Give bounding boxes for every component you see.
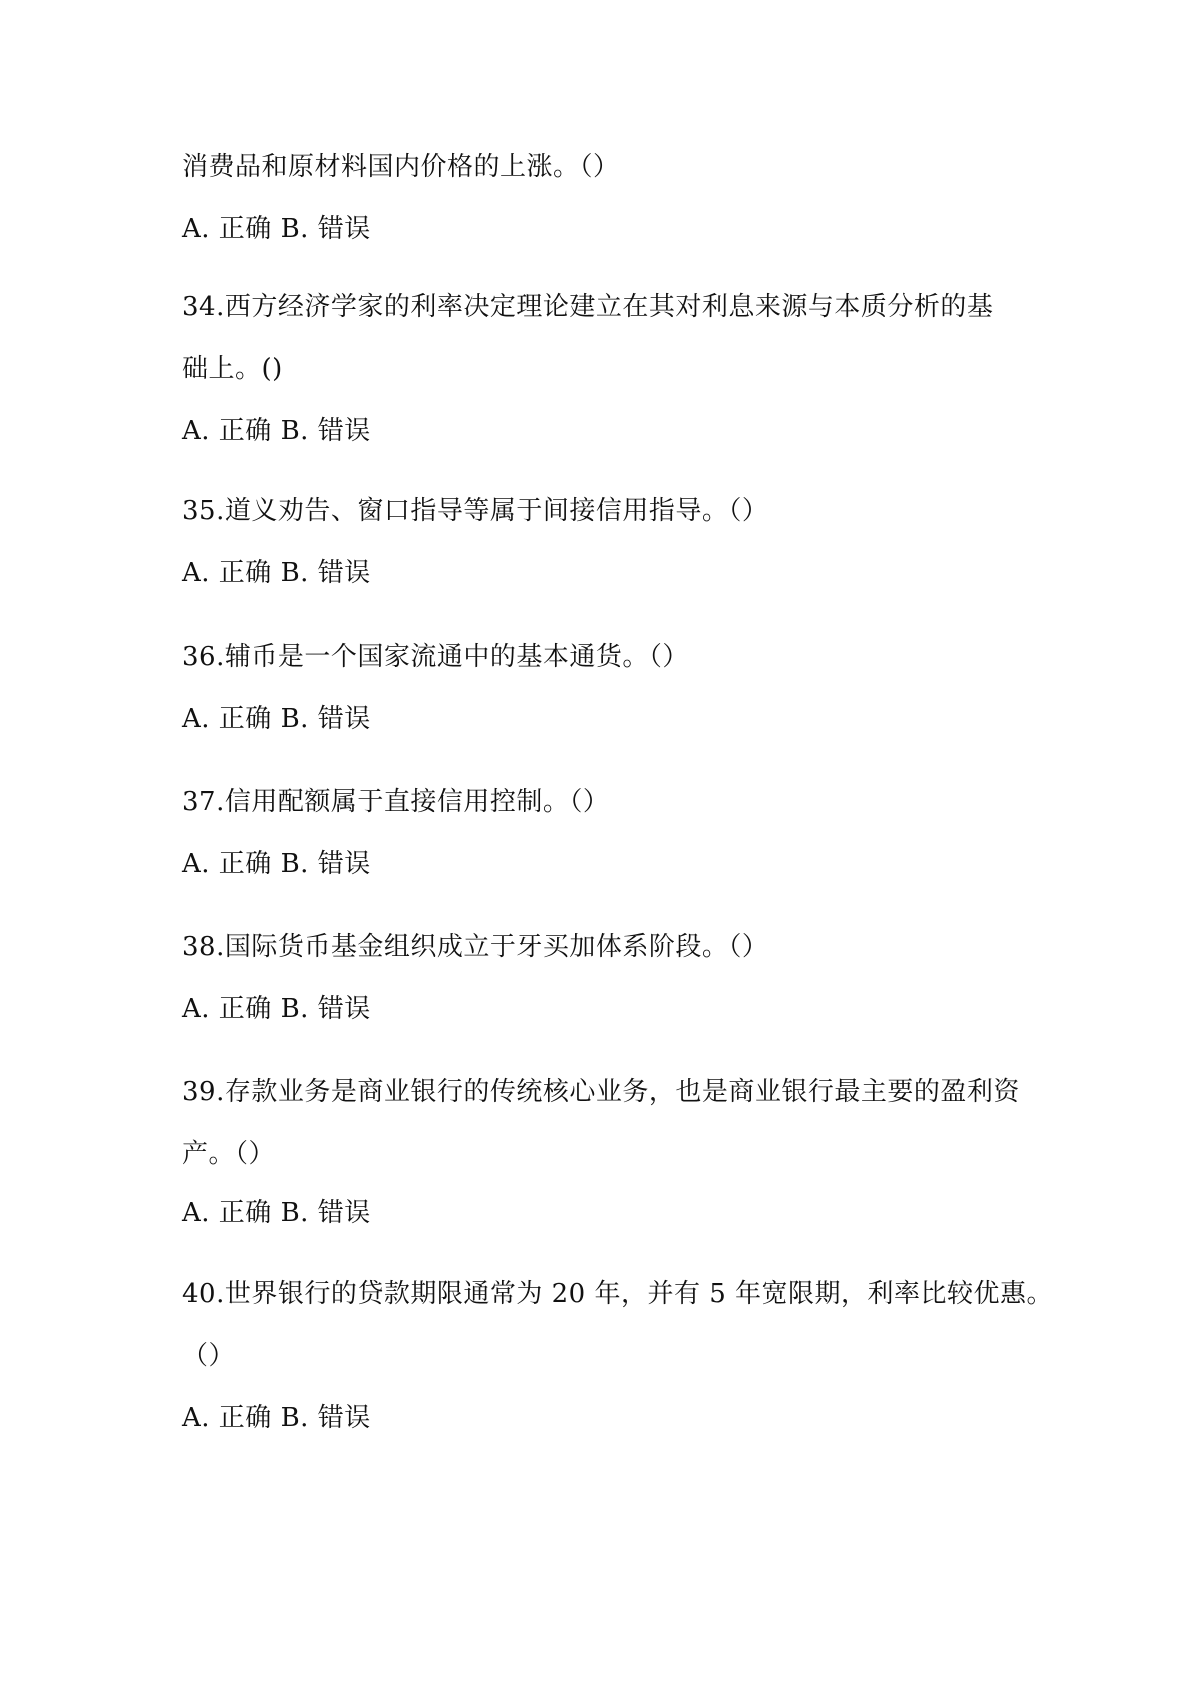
question-37-options: A. 正确 B. 错误 [182, 849, 371, 879]
question-34-text-line-2: 础上。() [182, 354, 283, 384]
question-34-options: A. 正确 B. 错误 [182, 416, 371, 446]
question-33-continuation: 消费品和原材料国内价格的上涨。（） [182, 152, 620, 182]
question-38-text: 38.国际货币基金组织成立于牙买加体系阶段。（） [182, 932, 769, 962]
question-36-options: A. 正确 B. 错误 [182, 704, 371, 734]
question-39-text-line-2: 产。（） [182, 1139, 276, 1169]
question-33-options: A. 正确 B. 错误 [182, 214, 371, 244]
question-35-text: 35.道义劝告、窗口指导等属于间接信用指导。（） [182, 496, 769, 526]
question-40-text-line-1: 40.世界银行的贷款期限通常为 20 年，并有 5 年宽限期，利率比较优惠。 [182, 1279, 1054, 1309]
question-38-options: A. 正确 B. 错误 [182, 994, 371, 1024]
question-39-text-line-1: 39.存款业务是商业银行的传统核心业务，也是商业银行最主要的盈利资 [182, 1077, 1020, 1107]
question-36-text: 36.辅币是一个国家流通中的基本通货。（） [182, 642, 689, 672]
question-37-text: 37.信用配额属于直接信用控制。（） [182, 787, 610, 817]
question-35-options: A. 正确 B. 错误 [182, 558, 371, 588]
question-40-options: A. 正确 B. 错误 [182, 1403, 371, 1433]
question-34-text-line-1: 34.西方经济学家的利率决定理论建立在其对利息来源与本质分析的基 [182, 292, 994, 322]
question-40-text-line-2: （） [182, 1341, 236, 1371]
question-39-options: A. 正确 B. 错误 [182, 1198, 371, 1228]
